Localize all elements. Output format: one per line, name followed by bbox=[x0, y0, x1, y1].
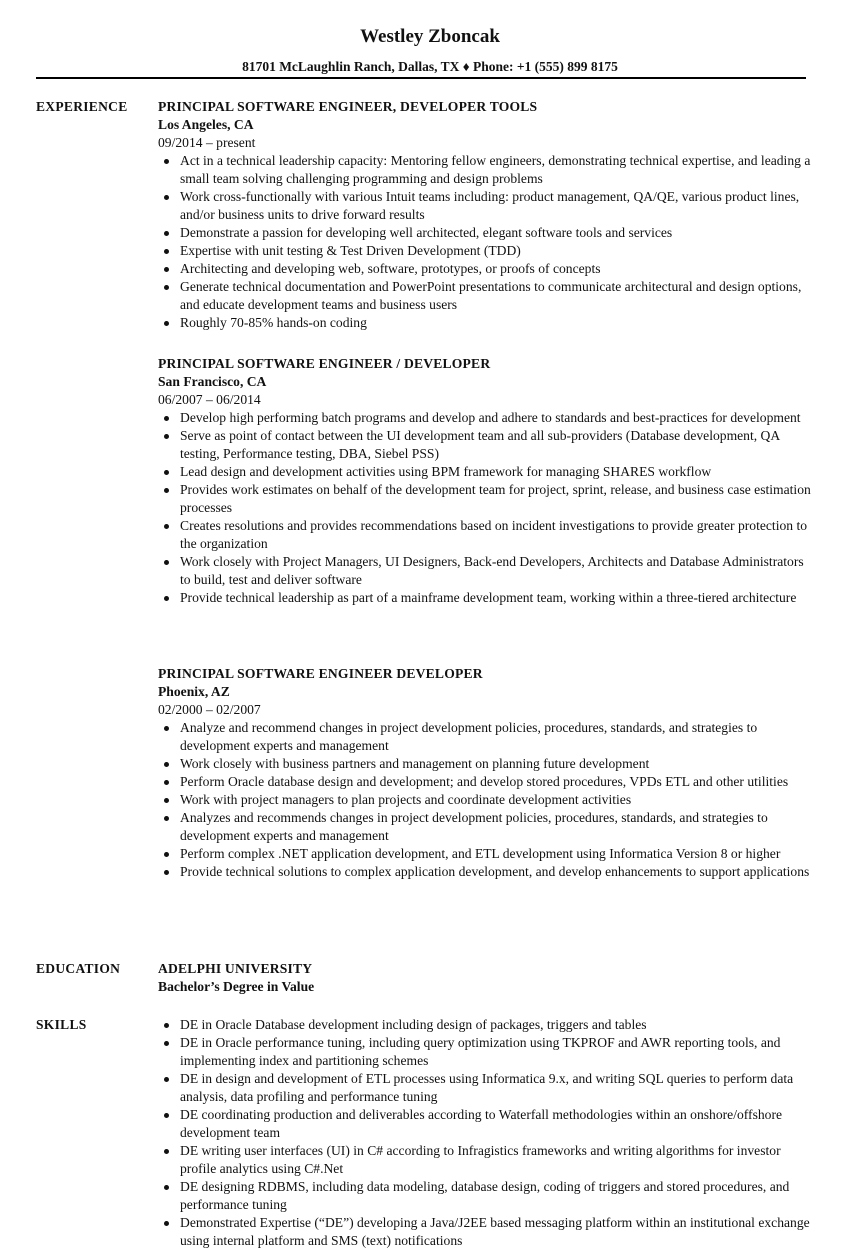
bullet-item: Serve as point of contact between the UI development team and all sub-providers (Database development, QA testing, Performance testing, DBA, Siebel PSS) bbox=[158, 427, 813, 463]
job-entry-3 bbox=[158, 665, 813, 881]
bullet-item: Creates resolutions and provides recommendations based on incident investigations to provide greater protection to the organization bbox=[158, 517, 813, 553]
education-entry bbox=[158, 960, 813, 996]
skill-item: DE in Oracle performance tuning, including query optimization using TKPROF and AWR reporting tools, and implementing index and partitioning schemes bbox=[158, 1034, 813, 1070]
bullet-item: Demonstrate a passion for developing well architected, elegant software tools and services bbox=[158, 224, 813, 242]
section-label-experience: EXPERIENCE bbox=[36, 99, 128, 114]
bullet-item: Generate technical documentation and PowerPoint presentations to communicate architectural and design options, and educate development teams and business users bbox=[158, 278, 813, 314]
skill-item: DE writing user interfaces (UI) in C# according to Infragistics frameworks and writing algorithms for investor profile analytics using C#.Net bbox=[158, 1142, 813, 1178]
job-bullets bbox=[158, 152, 813, 332]
skills-entry bbox=[158, 1016, 813, 1250]
job-title: PRINCIPAL SOFTWARE ENGINEER DEVELOPER bbox=[158, 666, 483, 681]
school-name: ADELPHI UNIVERSITY bbox=[158, 961, 313, 976]
job-location: San Francisco, CA bbox=[158, 374, 267, 389]
bullet-item: Perform complex .NET application development, and ETL development using Informatica Version 8 or higher bbox=[158, 845, 813, 863]
bullet-item: Act in a technical leadership capacity: Mentoring fellow engineers, demonstrating technical expertise, and leading a small team solving challenging programming and design problems bbox=[158, 152, 813, 188]
section-label-education: EDUCATION bbox=[36, 961, 121, 976]
job-title: PRINCIPAL SOFTWARE ENGINEER, DEVELOPER TOOLS bbox=[158, 99, 538, 114]
bullet-item: Expertise with unit testing & Test Driven Development (TDD) bbox=[158, 242, 813, 260]
job-title: PRINCIPAL SOFTWARE ENGINEER / DEVELOPER bbox=[158, 356, 491, 371]
job-location: Phoenix, AZ bbox=[158, 684, 230, 699]
header-divider bbox=[36, 77, 806, 79]
job-bullets bbox=[158, 409, 813, 607]
bullet-item: Roughly 70-85% hands-on coding bbox=[158, 314, 813, 332]
bullet-item: Analyze and recommend changes in project development policies, procedures, standards, and strategies to development experts and management bbox=[158, 719, 813, 755]
job-entry-1 bbox=[158, 98, 813, 332]
degree: Bachelor’s Degree in Value bbox=[158, 979, 315, 994]
skills-list bbox=[158, 1016, 813, 1250]
skill-item: DE in design and development of ETL processes using Informatica 9.x, and writing SQL queries to perform data analysis, data profiling and performance tuning bbox=[158, 1070, 813, 1106]
bullet-item: Develop high performing batch programs and develop and adhere to standards and best-practices for development bbox=[158, 409, 813, 427]
job-location: Los Angeles, CA bbox=[158, 117, 254, 132]
skill-item: DE in Oracle Database development including design of packages, triggers and tables bbox=[158, 1016, 813, 1034]
bullet-item: Provides work estimates on behalf of the development team for project, sprint, release, and business case estimation processes bbox=[158, 481, 813, 517]
bullet-item: Analyzes and recommends changes in project development policies, procedures, standards, and strategies to development experts and management bbox=[158, 809, 813, 845]
bullet-item: Provide technical leadership as part of a mainframe development team, working within a three-tiered architecture bbox=[158, 589, 813, 607]
contact-line: 81701 McLaughlin Ranch, Dallas, TX ♦ Phone: +1 (555) 899 8175 bbox=[242, 59, 618, 74]
job-dates: 06/2007 – 06/2014 bbox=[158, 392, 261, 407]
bullet-item: Lead design and development activities using BPM framework for managing SHARES workflow bbox=[158, 463, 813, 481]
bullet-item: Work closely with Project Managers, UI Designers, Back-end Developers, Architects and Database Administrators to build, test and deliver software bbox=[158, 553, 813, 589]
job-dates: 02/2000 – 02/2007 bbox=[158, 702, 261, 717]
skill-item: Demonstrated Expertise (“DE”) developing a Java/J2EE based messaging platform within an institutional exchange using internal platform and SMS (text) notifications bbox=[158, 1214, 813, 1250]
skill-item: DE coordinating production and deliverables according to Waterfall methodologies within an onshore/offshore development team bbox=[158, 1106, 813, 1142]
job-bullets bbox=[158, 719, 813, 881]
bullet-item: Provide technical solutions to complex application development, and develop enhancements to support applications bbox=[158, 863, 813, 881]
bullet-item: Work closely with business partners and management on planning future development bbox=[158, 755, 813, 773]
bullet-item: Perform Oracle database design and development; and develop stored procedures, VPDs ETL and other utilities bbox=[158, 773, 813, 791]
job-dates: 09/2014 – present bbox=[158, 135, 256, 150]
bullet-item: Architecting and developing web, software, prototypes, or proofs of concepts bbox=[158, 260, 813, 278]
bullet-item: Work with project managers to plan projects and coordinate development activities bbox=[158, 791, 813, 809]
skill-item: DE designing RDBMS, including data modeling, database design, coding of triggers and stored procedures, and performance tuning bbox=[158, 1178, 813, 1214]
candidate-name: Westley Zboncak bbox=[360, 26, 500, 47]
section-label-skills: SKILLS bbox=[36, 1017, 87, 1032]
job-entry-2 bbox=[158, 355, 813, 607]
bullet-item: Work cross-functionally with various Intuit teams including: product management, QA/QE, various product lines, and/or business units to drive forward results bbox=[158, 188, 813, 224]
